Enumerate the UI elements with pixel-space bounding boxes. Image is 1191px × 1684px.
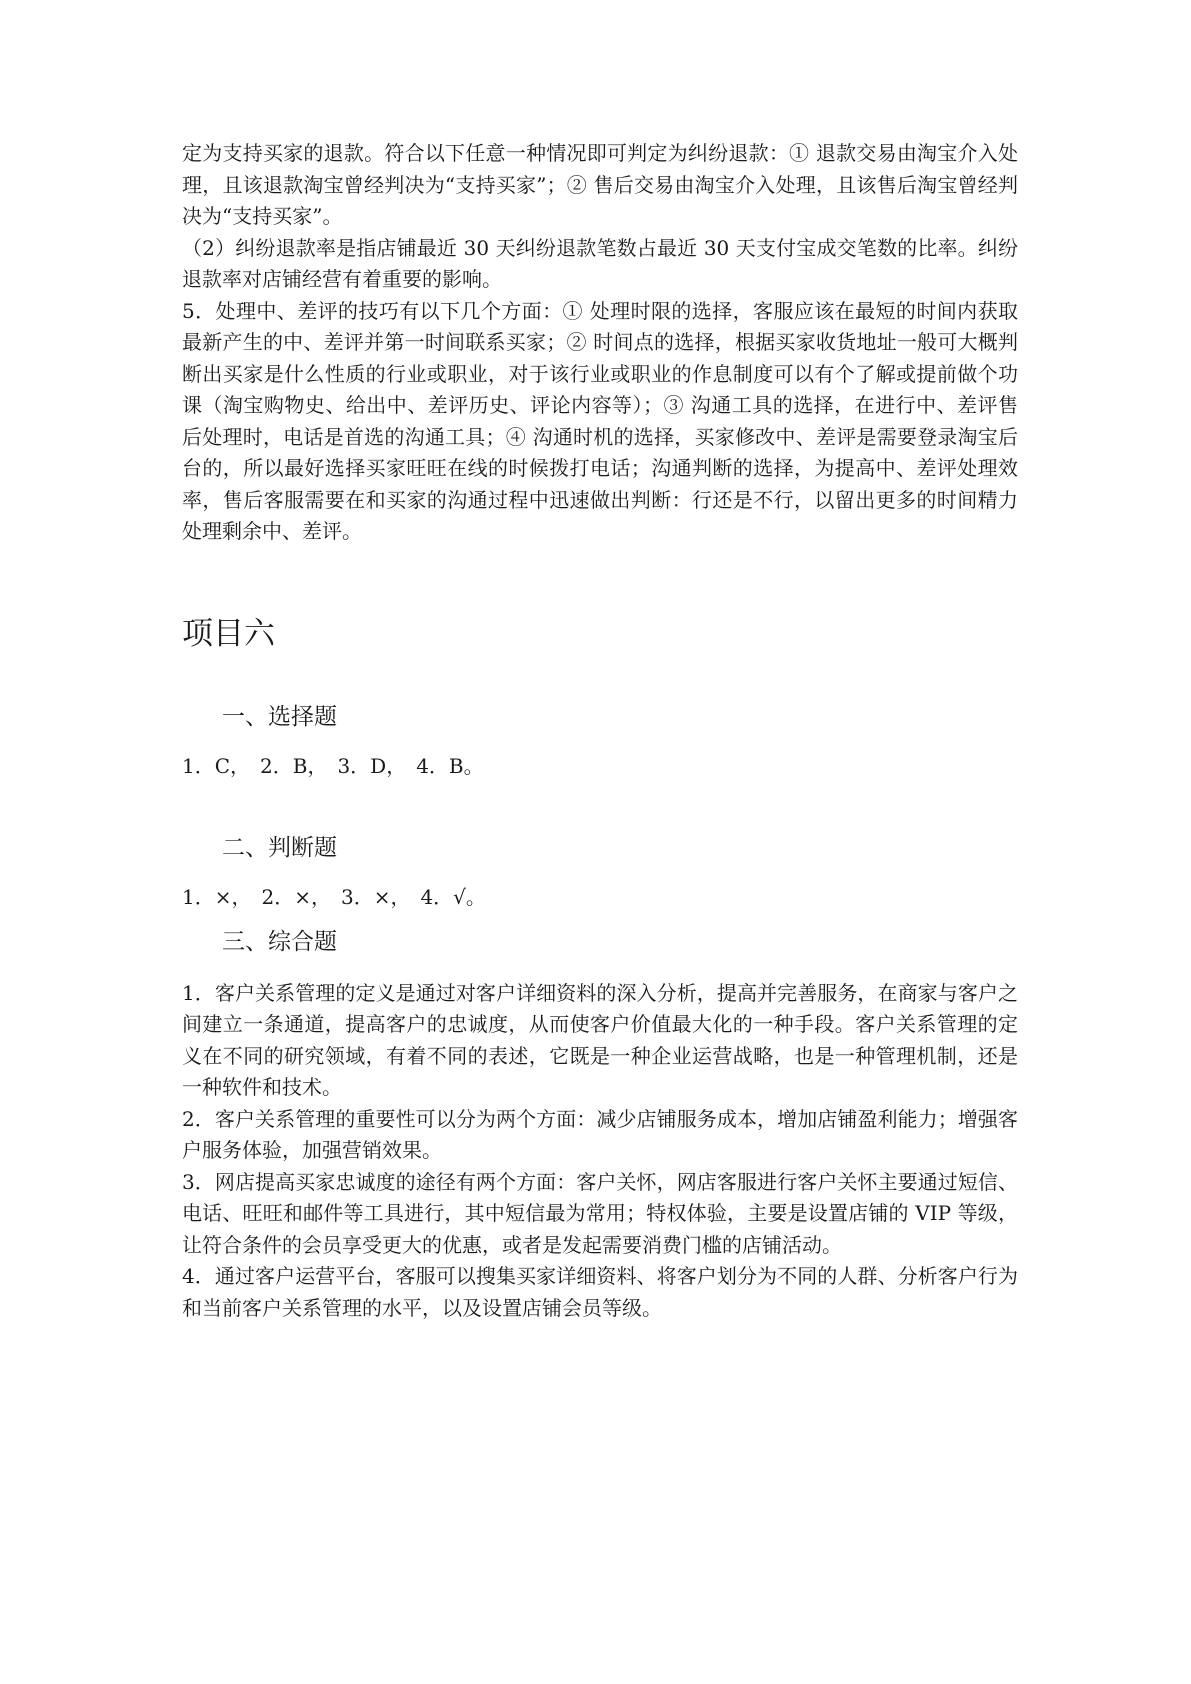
choice-heading: 一、选择题 — [222, 703, 337, 730]
intro-paragraph-2: （2）纠纷退款率是指店铺最近 30 天纠纷退款笔数占最近 30 天支付宝成交笔数的比率。纠纷退款率对店铺经营有着重要的影响。 — [182, 235, 1018, 291]
comprehensive-paragraph-4: 4．通过客户运营平台，客服可以搜集买家详细资料、将客户划分为不同的人群、分析客户行为和当前客户关系管理的水平，以及设置店铺会员等级。 — [182, 1264, 1018, 1320]
document-body — [182, 138, 1018, 1324]
spacer — [182, 782, 1018, 832]
intro-paragraph-1: 定为支持买家的退款。符合以下任意一种情况即可判定为纠纷退款：① 退款交易由淘宝介入处理，且该退款淘宝曾经判决为“支持买家”；② 售后交易由淘宝介入处理，且该售后淘宝曾经判决为“支持买家”。 — [182, 141, 1018, 228]
spacer — [182, 548, 1018, 614]
spacer — [182, 958, 1018, 978]
judgment-heading: 二、判断题 — [222, 835, 337, 861]
spacer — [182, 733, 1018, 751]
comprehensive-paragraph-2: 2．客户关系管理的重要性可以分为两个方面：减少店铺服务成本，增加店铺盈利能力；增强客户服务体验，加强营销效果。 — [182, 1106, 1018, 1162]
spacer — [182, 914, 1018, 926]
spacer — [182, 654, 1018, 701]
comprehensive-heading: 三、综合题 — [222, 928, 337, 955]
comprehensive-paragraph-3: 3．网店提高买家忠诚度的途径有两个方面：客户关怀，网店客服进行客户关怀主要通过短信、电话、旺旺和邮件等工具进行，其中短信最为常用；特权体验，主要是设置店铺的 VIP 等级，让符合条件的会员享受更大的优惠，或者是发起需要消费门槛的店铺活动。 — [182, 1169, 1018, 1257]
choice-answers: 1．C， 2．B， 3．D， 4．B。 — [182, 753, 484, 778]
section-title: 项目六 — [182, 615, 275, 652]
judgment-answers: 1．×， 2．×， 3．×， 4．√。 — [182, 885, 486, 909]
spacer — [182, 864, 1018, 882]
intro-paragraph-3: 5．处理中、差评的技巧有以下几个方面：① 处理时限的选择，客服应该在最短的时间内获取最新产生的中、差评并第一时间联系买家；② 时间点的选择，根据买家收货地址一般可大概判断出买家是什么性质的行业或职业，对于该行业或职业的作息制度可以有个了解或提前做个功课（淘宝购物史、给出中、差评历史、评论内容等）；③ 沟通工具的选择，在进行中、差评售后处理时，电话是首选的沟通工具；④ 沟通时机的选择，买家修改中、差评是需要登录淘宝后台的，所以最好选择买家旺旺在线的时候拨打电话；沟通判断的选择，为提高中、差评处理效率，售后客服需要在和买家的沟通过程中迅速做出判断：行还是不行，以留出更多的时间精力处理剩余中、差评。 — [182, 298, 1018, 543]
comprehensive-paragraph-1: 1．客户关系管理的定义是通过对客户详细资料的深入分析，提高并完善服务，在商家与客户之间建立一条通道，提高客户的忠诚度，从而使客户价值最大化的一种手段。客户关系管理的定义在不同的研究领域，有着不同的表述，它既是一种企业运营战略，也是一种管理机制，还是一种软件和技术。 — [182, 980, 1018, 1099]
